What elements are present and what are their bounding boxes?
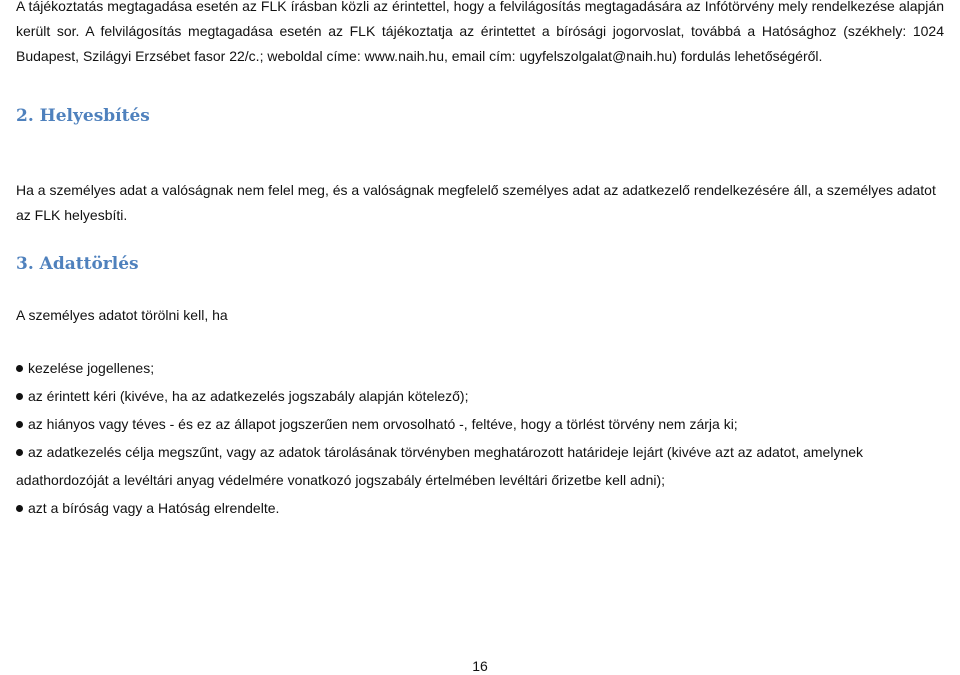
- section-heading-correction: 2. Helyesbítés: [16, 106, 150, 126]
- document-page: [16, 0, 944, 675]
- list-item-text: az érintett kéri (kivéve, ha az adatkezelés jogszabály alapján kötelező);: [28, 388, 469, 404]
- list-item-text: az hiányos vagy téves - és ez az állapot jogszerűen nem orvosolható -, feltéve, hogy a törlést törvény nem zárja ki;: [28, 416, 738, 432]
- list-item-continuation: adathordozóját a levéltári anyag védelmére vonatkozó jogszabály értelmében levéltári őrizetbe kell adni);: [16, 472, 666, 488]
- bullet-icon: [16, 421, 23, 428]
- list-item-text: kezelése jogellenes;: [28, 360, 155, 376]
- list-item: [16, 354, 944, 382]
- erasure-conditions-list: [16, 354, 944, 522]
- list-item: [16, 410, 944, 438]
- list-item: [16, 494, 944, 522]
- list-item: [16, 382, 944, 410]
- list-item: [16, 438, 944, 494]
- bullet-icon: [16, 393, 23, 400]
- bullet-icon: [16, 449, 23, 456]
- bullet-icon: [16, 365, 23, 372]
- erasure-intro-text: A személyes adatot törölni kell, ha: [16, 307, 228, 323]
- list-item-text: azt a bíróság vagy a Hatóság elrendelte.: [28, 500, 280, 516]
- page-number: 16: [472, 658, 488, 674]
- bullet-icon: [16, 505, 23, 512]
- correction-paragraph: Ha a személyes adat a valóságnak nem felel meg, és a valóságnak megfelelő személyes adat az adatkezelő rendelkezésére áll, a személyes adatot az FLK helyesbíti.: [16, 182, 936, 223]
- list-item-text: az adatkezelés célja megszűnt, vagy az adatok tárolásának törvényben meghatározott határideje lejárt (kivéve azt az adatot, amelynek: [28, 444, 864, 460]
- section-heading-erasure: 3. Adattörlés: [16, 254, 139, 274]
- intro-paragraph: A tájékoztatás megtagadása esetén az FLK írásban közli az érintettel, hogy a felvilágosítás megtagadására az Infótörvény mely rendelkezése alapján került sor. A felvilágosítás megtagadása esetén az FLK tájékoztatja az érintettet a bírósági jogorvoslat, továbbá a Hatósághoz (székhely: 1024 Budapest, Szilágyi Erzsébet fasor 22/c.; weboldal címe: www.naih.hu, email cím: ugyfelszolgalat@naih.hu) fordulás lehetőségéről.: [16, 0, 944, 64]
